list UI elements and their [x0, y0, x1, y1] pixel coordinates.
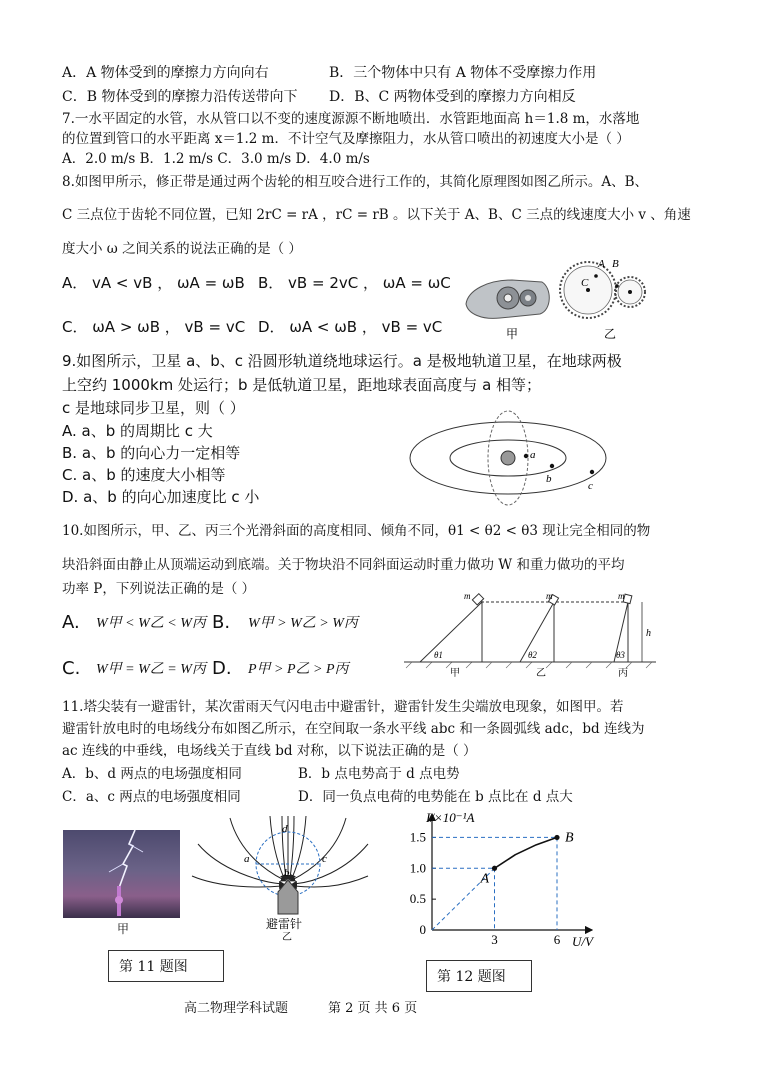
q8-label-c: C: [581, 277, 589, 289]
earth-icon: [501, 451, 515, 465]
y-tick-label: 0.5: [409, 891, 426, 907]
q9-label-a: a: [530, 449, 536, 461]
q10-stem-line2: 块沿斜面由静止从顶端运动到底端。关于物块沿不同斜面运动时重力做功 W 和重力做功的平均: [62, 557, 625, 573]
q11-fig-label-jia: 甲: [117, 922, 130, 936]
iu-curve: [495, 837, 558, 868]
q9-option-c: C. a、b 的速度大小相等: [62, 466, 226, 484]
y-tick-label: 1.5: [409, 829, 426, 845]
q10-label-h: h: [646, 628, 651, 639]
data-point-b: [554, 835, 559, 840]
q10-label-theta3: θ3: [616, 650, 625, 660]
q10-label-m2: m: [546, 591, 553, 601]
q11-stem-line3: ac 连线的中垂线，电场线关于直线 bd 对称，以下说法正确的是（ ）: [62, 743, 477, 759]
q11-label-a: a: [244, 853, 250, 865]
correction-tape-illustration: [466, 280, 549, 318]
q11-option-c: C．a、c 两点的电场强度相同: [62, 789, 241, 805]
q7-options: A．2.0 m/s B．1.2 m/s C．3.0 m/s D．4.0 m/s: [62, 151, 370, 167]
q11-label-d: d: [282, 823, 288, 835]
q11-caption: 第 11 题图: [108, 950, 224, 982]
x-tick-label: 6: [553, 932, 561, 947]
q9-option-d: D. a、b 的向心加速度比 c 小: [62, 488, 260, 506]
q9-option-b: B. a、b 的向心力一定相等: [62, 444, 241, 462]
q9-stem-line1: 9.如图所示，卫星 a、b、c 沿圆形轨道绕地球运行。a 是极地轨道卫星，在地球两极: [62, 352, 622, 370]
q6-option-c: C．B 物体受到的摩擦力沿传送带向下: [62, 89, 298, 105]
q11-option-b: B．b 点电势高于 d 点电势: [298, 766, 460, 782]
point-label-a: A: [480, 871, 490, 887]
q8-label-b: B: [612, 258, 619, 270]
q8-option-b: B． vB = 2vC ， ωA = ωC: [258, 274, 451, 292]
satellite-a: [524, 454, 528, 458]
q9-orbit-figure: [405, 410, 695, 510]
q10-label-m3: m: [618, 591, 625, 601]
q6-option-b: B．三个物体中只有 A 物体不受摩擦力作用: [329, 65, 597, 81]
q9-label-c: c: [588, 480, 593, 492]
q11-fig-label-yi: 乙: [282, 932, 292, 942]
lightning-photo: [63, 830, 180, 918]
q12-iu-chart: [376, 808, 608, 948]
q9-label-b: b: [546, 473, 552, 485]
q10-label-bing: 丙: [618, 668, 628, 679]
data-point-a: [492, 866, 497, 871]
q10-option-b: W甲 > W乙 > W丙: [248, 616, 358, 631]
q8-option-a: A． vA < vB ， ωA = ωB: [62, 274, 245, 292]
satellite-b: [550, 464, 554, 468]
footer-page-number: 第 2 页 共 6 页: [328, 1001, 418, 1016]
q8-option-c: C． ωA > ωB ， vB = vC: [62, 318, 246, 336]
y-tick-label: 0: [419, 922, 426, 937]
q10-label-m1: m: [464, 591, 471, 601]
q10-option-b-label: B.: [212, 612, 231, 633]
q8-option-d: D． ωA < ωB ， vB = vC: [258, 318, 443, 336]
q11-option-a: A．b、d 两点的电场强度相同: [62, 766, 242, 782]
q11-label-c: c: [322, 853, 327, 865]
q9-stem-line2: 上空约 1000km 处运行；b 是低轨道卫星，距地球表面高度与 a 相等；: [62, 376, 542, 394]
q6-option-a: A．A 物体受到的摩擦力方向向右: [62, 65, 269, 81]
q11-option-d: D．同一负点电荷的电势能在 b 点比在 d 点大: [298, 789, 573, 805]
q8-fig-label-jia: 甲: [506, 327, 519, 341]
q8-stem-line1: 8.如图甲所示，修正带是通过两个齿轮的相互咬合进行工作的，其简化原理图如图乙所示。A、B、: [62, 174, 649, 190]
q8-label-a: A: [598, 258, 605, 270]
q7-stem-line2: 的位置到管口的水平距离 x＝1.2 m．不计空气及摩擦阻力，水从管口喷出的初速度大小是（ ）: [62, 131, 630, 147]
q10-label-jia: 甲: [450, 668, 460, 679]
q11-field-line-figure: [190, 814, 370, 942]
q10-option-d: P甲 > P乙 > P丙: [248, 662, 349, 677]
y-tick-label: 1.0: [409, 860, 426, 876]
q12-caption: 第 12 题图: [426, 960, 532, 992]
point-label-b: B: [565, 830, 574, 846]
q11-stem-line2: 避雷针放电时的电场线分布如图乙所示，在空间取一条水平线 abc 和一条圆弧线 adc，bd 连线为: [62, 721, 645, 737]
q10-stem-line3: 功率 P，下列说法正确的是（ ）: [62, 581, 256, 597]
q9-option-a: A. a、b 的周期比 c 大: [62, 422, 213, 440]
q8-stem-line3: 度大小 ω 之间关系的说法正确的是（ ）: [62, 241, 302, 257]
q11-rod-label: 避雷针: [266, 917, 303, 931]
gear-large: [560, 262, 616, 318]
q6-option-d: D．B、C 两物体受到的摩擦力方向相反: [329, 89, 576, 105]
q9-stem-line3: c 是地球同步卫星，则（ ）: [62, 399, 245, 417]
q10-label-theta2: θ2: [528, 650, 537, 660]
q8-fig-label-yi: 乙: [604, 327, 617, 341]
satellite-c: [590, 470, 594, 474]
q10-option-d-label: D.: [212, 658, 232, 679]
footer-subject: 高二物理学科试题: [184, 1001, 289, 1016]
chart-y-label: I/×10⁻¹A: [426, 810, 475, 825]
q10-stem-line1: 10.如图所示，甲、乙、丙三个光滑斜面的高度相同、倾角不同，θ1 < θ2 < θ3 现让完全相同的物: [62, 523, 651, 539]
q10-option-c-label: C.: [62, 658, 81, 679]
q10-label-yi: 乙: [536, 668, 546, 679]
q10-option-a: W甲 < W乙 < W丙: [96, 616, 206, 631]
chart-x-label: U/V: [572, 934, 593, 948]
q11-stem-line1: 11.塔尖装有一避雷针，某次雷雨天气闪电击中避雷针，避雷针发生尖端放电现象，如图甲。若: [62, 699, 624, 715]
q8-stem-line2: C 三点位于齿轮不同位置，已知 2rC = rA ，rC = rB 。以下关于 A、B、C 三点的线速度大小 v 、角速: [62, 207, 691, 223]
q10-option-c: W甲 = W乙 = W丙: [96, 662, 206, 677]
q11-label-b: b: [284, 867, 290, 879]
q10-incline-figure: [402, 590, 662, 680]
q7-stem-line1: 7.一水平固定的水管，水从管口以不变的速度源源不断地喷出．水管距地面高 h＝1.8 m，水落地: [62, 111, 640, 127]
gear-small: [615, 277, 645, 307]
x-tick-label: 3: [491, 932, 498, 947]
q10-label-theta1: θ1: [434, 650, 443, 660]
q10-option-a-label: A.: [62, 612, 80, 633]
q8-figure: [460, 252, 660, 348]
